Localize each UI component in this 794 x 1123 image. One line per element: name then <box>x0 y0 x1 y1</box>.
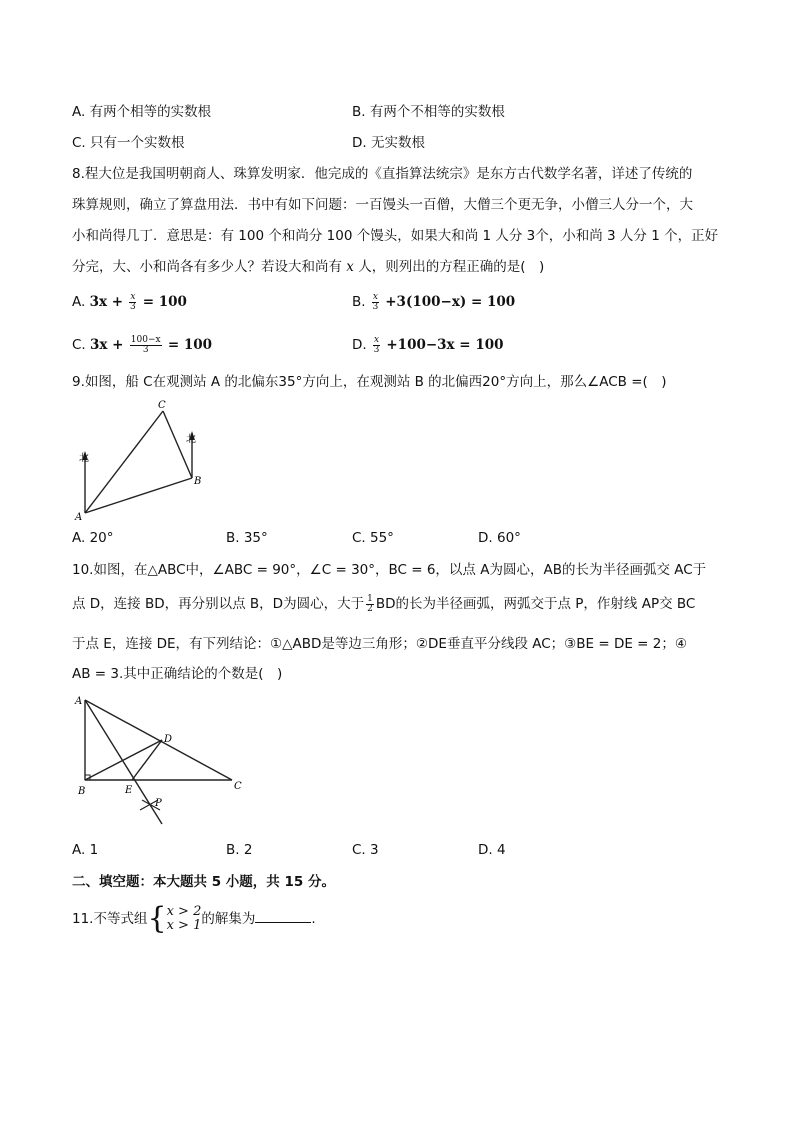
q7-option-b: B. 有两个不相等的实数根 <box>352 104 505 120</box>
q11-row-2: x > 1 <box>166 918 202 933</box>
q8-line-1: 8.程大位是我国明朝商人、珠算发明家．他完成的《直指算法统宗》是东方古代数学名著，详述了传统的 <box>72 166 693 182</box>
q8-option-b-fraction <box>372 293 379 312</box>
fraction-numerator: x <box>130 291 136 302</box>
q10-ray-ap <box>85 700 162 824</box>
q8-option-b <box>352 292 515 312</box>
q11-row-1: x > 2 <box>166 904 202 919</box>
q9-label-b: B <box>194 476 202 487</box>
q9-label-north-b: 北 <box>186 434 196 445</box>
q9-segment-ab <box>85 478 192 513</box>
q10-line-1: 10.如图，在△ABC中，∠ABC = 90°，∠C = 30°，BC = 6，以点 A为圆心，AB的长为半径画弧交 AC于 <box>72 562 707 578</box>
fraction-denominator: 3 <box>373 344 380 355</box>
q10-option-c: C. 3 <box>352 842 379 858</box>
q8-option-a <box>72 292 187 312</box>
fraction-numerator: 100−x <box>130 334 161 345</box>
q8-option-c-post: = 100 <box>167 337 213 353</box>
fraction-numerator: x <box>372 291 378 302</box>
q8-option-d-post: +100−3x = 100 <box>386 337 504 353</box>
q8-option-a-pre: 3x + <box>89 294 124 310</box>
q9-option-b: B. 35° <box>226 530 268 546</box>
q10-line-3: 于点 E，连接 DE，有下列结论：①△ABD是等边三角形；②DE垂直平分线段 AC；③BE = DE = 2；④ <box>72 636 687 652</box>
q8-option-a-post: = 100 <box>142 294 187 310</box>
q9-label-c: C <box>158 400 166 411</box>
q8-option-a-fraction <box>129 293 136 312</box>
q10-segment-de <box>132 740 162 780</box>
q8-line-2: 珠算规则，确立了算盘用法．书中有如下问题：一百馒头一百僧，大僧三个更无争，小僧三人分一个，大 <box>72 197 693 213</box>
q10-option-d: D. 4 <box>478 842 506 858</box>
q9-label-north-a: 北 <box>79 453 89 464</box>
q9-figure <box>72 398 207 523</box>
q10-fraction-half <box>366 595 374 614</box>
fraction-numerator: 1 <box>367 593 373 604</box>
q10-line-4: AB = 3.其中正确结论的个数是( ) <box>72 666 283 682</box>
q10-label-p: P <box>155 798 162 809</box>
q11-text <box>72 901 316 936</box>
q8-line-4 <box>72 257 544 277</box>
q9-segment-ac <box>85 411 163 513</box>
fraction-numerator: x <box>373 334 380 345</box>
q8-option-c-label: C. <box>72 337 86 353</box>
brace-glyph: { <box>147 901 167 936</box>
q8-option-b-label: B. <box>352 294 366 310</box>
q8-option-d-fraction <box>373 336 380 355</box>
q8-option-d <box>352 335 504 355</box>
q8-option-b-post: +3(100−x) = 100 <box>385 294 516 310</box>
q10-label-a: A <box>75 696 83 707</box>
q10-figure <box>72 692 247 832</box>
q10-label-e: E <box>125 785 133 796</box>
q10-line-2-post: BD的长为半径画弧，两弧交于点 P，作射线 AP交 BC <box>375 596 696 612</box>
q8-option-c <box>72 335 212 355</box>
q7-option-c: C. 只有一个实数根 <box>72 135 185 151</box>
fraction-denominator: 3 <box>130 301 136 312</box>
q10-line-2 <box>72 594 695 614</box>
q10-segment-bd <box>85 740 162 780</box>
q11-inequality-system <box>147 901 202 936</box>
q10-label-c: C <box>234 781 242 792</box>
fraction-denominator: 2 <box>367 603 373 614</box>
q10-label-b: B <box>78 786 86 797</box>
q11-pre: 11.不等式组 <box>72 911 148 927</box>
fraction-denominator: 3 <box>372 301 379 312</box>
q8-option-c-pre: 3x + <box>90 337 124 353</box>
q7-option-a: A. 有两个相等的实数根 <box>72 104 212 120</box>
q11-period: . <box>311 911 316 927</box>
q9-option-a: A. 20° <box>72 530 114 546</box>
q9-option-c: C. 55° <box>352 530 394 546</box>
q9-option-d: D. 60° <box>478 530 521 546</box>
q9-label-a: A <box>75 512 83 523</box>
q11-answer-blank[interactable] <box>255 908 311 923</box>
fraction-denominator: 3 <box>142 344 149 355</box>
q10-line-2-pre: 点 D，连接 BD，再分别以点 B，D为圆心，大于 <box>72 596 365 612</box>
q10-option-b: B. 2 <box>226 842 253 858</box>
q8-line-4-post: 人，则列出的方程正确的是( ) <box>353 259 545 275</box>
q10-option-a: A. 1 <box>72 842 99 858</box>
q8-option-a-label: A. <box>72 294 86 310</box>
q8-option-d-label: D. <box>352 337 367 353</box>
q8-variable-x: x <box>346 259 354 275</box>
q8-option-c-fraction <box>130 336 162 355</box>
q9-text: 9.如图，船 C在观测站 A 的北偏东35°方向上，在观测站 B 的北偏西20°方向上，那么∠ACB =( ) <box>72 374 667 390</box>
q8-line-4-pre: 分完，大、小和尚各有多少人？若设大和尚有 <box>72 259 347 275</box>
q11-post: 的解集为 <box>201 911 256 927</box>
section-2-heading: 二、填空题：本大题共 5 小题，共 15 分。 <box>72 874 335 890</box>
q10-label-d: D <box>164 734 173 745</box>
q8-line-3: 小和尚得几丁．意思是：有 100 个和尚分 100 个馒头，如果大和尚 1 人分 3个，小和尚 3 人分 1 个，正好 <box>72 228 719 244</box>
q7-option-d: D. 无实数根 <box>352 135 425 151</box>
